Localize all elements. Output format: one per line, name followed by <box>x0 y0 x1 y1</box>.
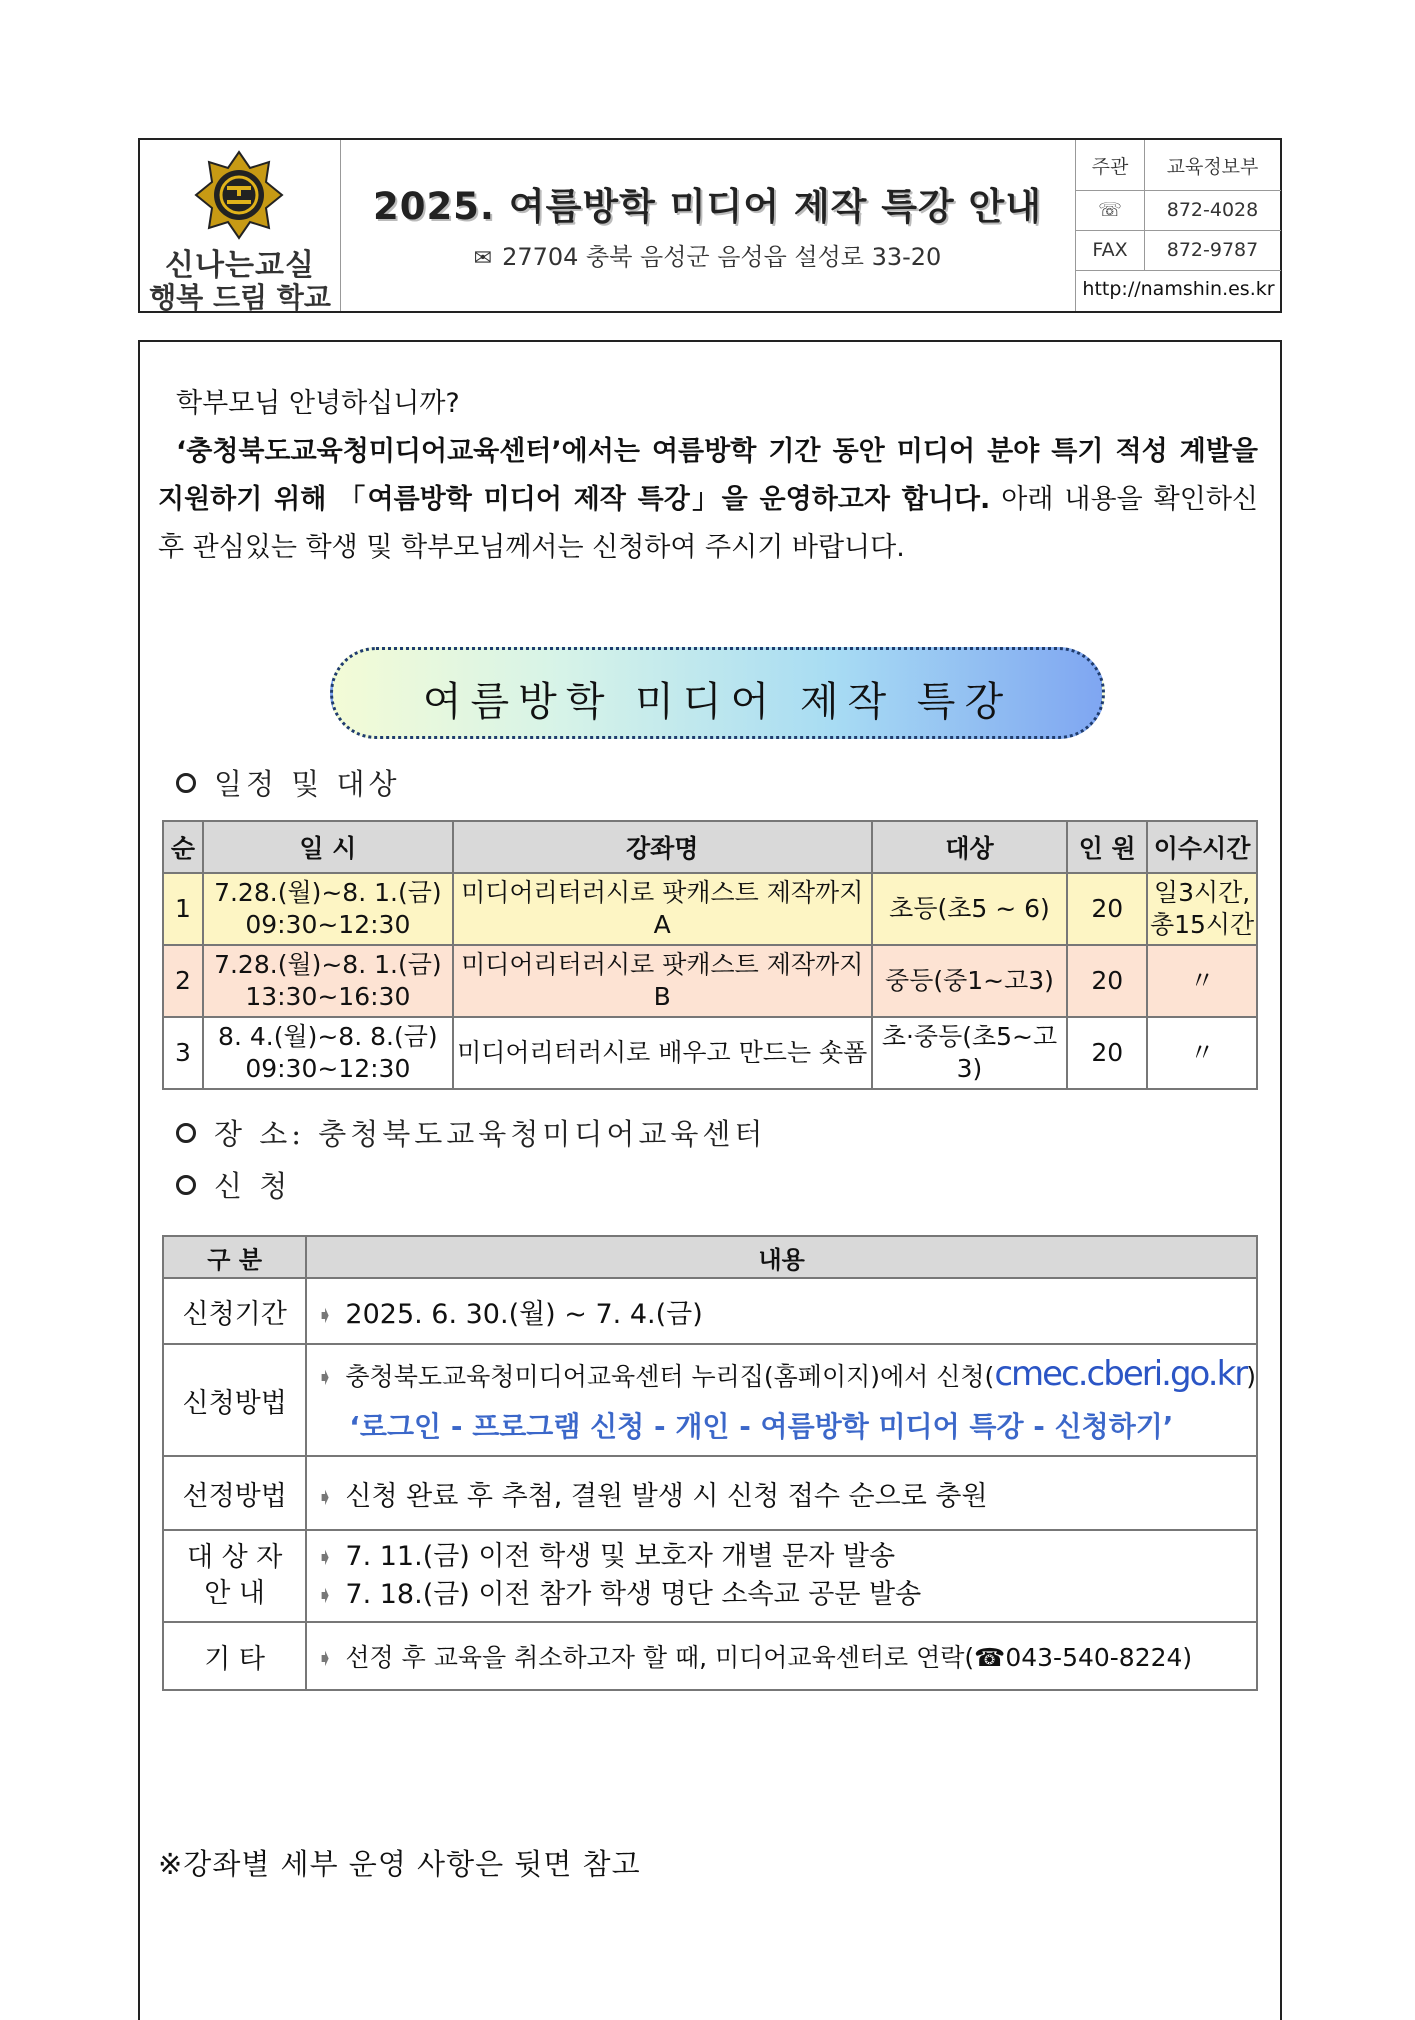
row-label: 신청방법 <box>163 1344 306 1456</box>
envelope-icon: ✉ <box>473 246 493 271</box>
col-header: 강좌명 <box>453 821 872 873</box>
col-header: 구 분 <box>163 1236 306 1278</box>
title-banner <box>330 647 1105 739</box>
fax-row <box>1076 230 1281 271</box>
row-hours: 〃 <box>1147 945 1257 1017</box>
table-row <box>163 1530 1257 1622</box>
fax-value: 872-9787 <box>1166 239 1259 261</box>
notice-label-1: 대 상 자 <box>186 1542 283 1573</box>
col-header: 일 시 <box>203 821 453 873</box>
method-close: ) <box>1246 1361 1256 1391</box>
row-course: 미디어리터러시로 팟캐스트 제작까지B <box>453 945 872 1017</box>
notice-value-2: 7. 18.(금) 이전 참가 학생 명단 소속교 공문 발송 <box>345 1579 922 1610</box>
row-time: 09:30~12:30 <box>245 910 411 939</box>
logo-text-1: 신나는교실 <box>165 248 315 283</box>
arrow-icon: ➧ <box>317 1482 334 1511</box>
col-header: 순 <box>163 821 203 873</box>
intro-bold: ‘충청북도교육청미디어교육센터’에서는 여름방학 기간 동안 미디어 분야 특기 적성 계발을 지원하기 위해 「여름방학 미디어 제작 특강」을 운영하고자 합니다. <box>158 436 1258 515</box>
table-row <box>163 1278 1257 1344</box>
row-no: 3 <box>163 1017 203 1089</box>
main-content <box>138 340 1282 2020</box>
intro-normal: 아래 내용을 확인하신 후 관심있는 학생 및 학부모님께서는 신청하여 주시기 바랍니다. <box>158 484 1258 563</box>
phone-icon: ☏ <box>1076 190 1145 230</box>
arrow-icon: ➧ <box>317 1644 334 1672</box>
row-count: 20 <box>1067 945 1147 1017</box>
row-date: 7.28.(월)~8. 1.(금) <box>214 950 442 979</box>
row-date: 8. 4.(월)~8. 8.(금) <box>218 1022 438 1051</box>
section-apply-text: 신 청 <box>214 1169 292 1203</box>
row-value <box>306 1530 1257 1622</box>
row-no: 2 <box>163 945 203 1017</box>
arrow-icon: ➧ <box>317 1300 334 1329</box>
section-place <box>176 1112 766 1153</box>
row-hours-2: 총15시간 <box>1149 910 1255 939</box>
school-url[interactable]: http://namshin.es.kr <box>1082 278 1275 300</box>
row-hours: 〃 <box>1147 1017 1257 1089</box>
row-value <box>306 1622 1257 1690</box>
col-header: 대상 <box>872 821 1068 873</box>
col-header: 이수시간 <box>1147 821 1257 873</box>
row-datetime <box>203 945 453 1017</box>
row-time: 13:30~16:30 <box>245 982 411 1011</box>
notice-line-1 <box>315 1538 1256 1576</box>
notice-line-2 <box>315 1576 1256 1614</box>
table-row <box>163 1622 1257 1690</box>
document-title: 2025. 여름방학 미디어 제작 특강 안내 <box>372 185 1043 228</box>
select-value: 신청 완료 후 추첨, 결원 발생 시 신청 접수 순으로 충원 <box>345 1480 988 1512</box>
apply-table <box>162 1235 1258 1691</box>
row-label: 기 타 <box>163 1622 306 1690</box>
row-label: 선정방법 <box>163 1456 306 1530</box>
phone-value: 872-4028 <box>1166 199 1259 221</box>
circle-bullet-icon <box>176 1175 196 1195</box>
row-target: 중등(중1~고3) <box>872 945 1068 1017</box>
circle-bullet-icon <box>176 1123 196 1143</box>
circle-bullet-icon <box>176 773 196 793</box>
section-apply <box>176 1164 291 1205</box>
row-datetime <box>203 1017 453 1089</box>
row-target: 초등(초5 ~ 6) <box>872 873 1068 945</box>
col-header: 인 원 <box>1067 821 1147 873</box>
school-address <box>340 237 1075 272</box>
row-hours <box>1147 873 1257 945</box>
contact-info <box>1075 140 1281 311</box>
section-schedule <box>176 762 401 803</box>
row-target: 초·중등(초5~고3) <box>872 1017 1068 1089</box>
method-steps: ‘로그인 - 프로그램 신청 - 개인 - 여름방학 미디어 특강 - 신청하기’ <box>349 1409 1174 1443</box>
method-line <box>315 1349 1256 1402</box>
col-header: 내용 <box>306 1236 1257 1278</box>
row-time: 09:30~12:30 <box>245 1054 411 1083</box>
notice-value-1: 7. 11.(금) 이전 학생 및 보호자 개별 문자 발송 <box>345 1541 896 1572</box>
row-count: 20 <box>1067 873 1147 945</box>
row-course: 미디어리터러시로 팟캐스트 제작까지A <box>453 873 872 945</box>
table-row <box>163 1456 1257 1530</box>
period-value: 2025. 6. 30.(월) ~ 7. 4.(금) <box>345 1298 703 1330</box>
address-text: 27704 충북 음성군 음성읍 설성로 33-20 <box>502 243 942 271</box>
table-row <box>163 1017 1257 1089</box>
row-value <box>306 1278 1257 1344</box>
row-count: 20 <box>1067 1017 1147 1089</box>
method-text: 충청북도교육청미디어교육센터 누리집(홈페이지)에서 신청( <box>345 1361 995 1391</box>
row-no: 1 <box>163 873 203 945</box>
row-date: 7.28.(월)~8. 1.(금) <box>214 878 442 907</box>
table-header-row <box>163 1236 1257 1278</box>
notice-label-2: 안 내 <box>204 1578 266 1609</box>
schedule-table <box>162 820 1258 1090</box>
intro-text <box>158 380 1258 572</box>
row-value <box>306 1344 1257 1456</box>
etc-value: 선정 후 교육을 취소하고자 할 때, 미디어교육센터로 연락(☎043-540-8224) <box>345 1643 1193 1672</box>
letterhead <box>138 138 1282 313</box>
banner-text: 여름방학 미디어 제작 특강 <box>422 679 1013 725</box>
title-area <box>340 140 1075 311</box>
footnote: ※강좌별 세부 운영 사항은 뒷면 참고 <box>158 1847 641 1881</box>
row-label <box>163 1530 306 1622</box>
logo-text-2: 행복 드림 학교 <box>149 281 331 314</box>
arrow-icon: ➧ <box>317 1543 334 1571</box>
phone-row <box>1076 190 1281 231</box>
school-logo <box>140 140 341 314</box>
table-header-row <box>163 821 1257 873</box>
section-place-text: 장 소: 충청북도교육청미디어교육센터 <box>214 1117 767 1151</box>
school-emblem-icon <box>194 150 284 240</box>
table-row <box>163 873 1257 945</box>
intro-paragraph <box>158 428 1258 572</box>
arrow-icon: ➧ <box>317 1581 334 1609</box>
dept-label: 주관 <box>1076 140 1145 190</box>
row-value <box>306 1456 1257 1530</box>
dept-value: 교육정보부 <box>1166 155 1259 178</box>
dept-row <box>1076 140 1281 191</box>
table-row <box>163 945 1257 1017</box>
row-label: 신청기간 <box>163 1278 306 1344</box>
row-course: 미디어리터러시로 배우고 만드는 숏폼 <box>453 1017 872 1089</box>
row-hours-1: 일3시간, <box>1153 878 1251 907</box>
homepage-link[interactable]: cmec.cberi.go.kr <box>994 1353 1247 1394</box>
row-datetime <box>203 873 453 945</box>
section-schedule-text: 일정 및 대상 <box>214 767 401 801</box>
arrow-icon: ➧ <box>317 1362 334 1391</box>
fax-label: FAX <box>1076 230 1145 270</box>
table-row <box>163 1344 1257 1456</box>
greeting: 학부모님 안녕하십니까? <box>176 388 460 419</box>
